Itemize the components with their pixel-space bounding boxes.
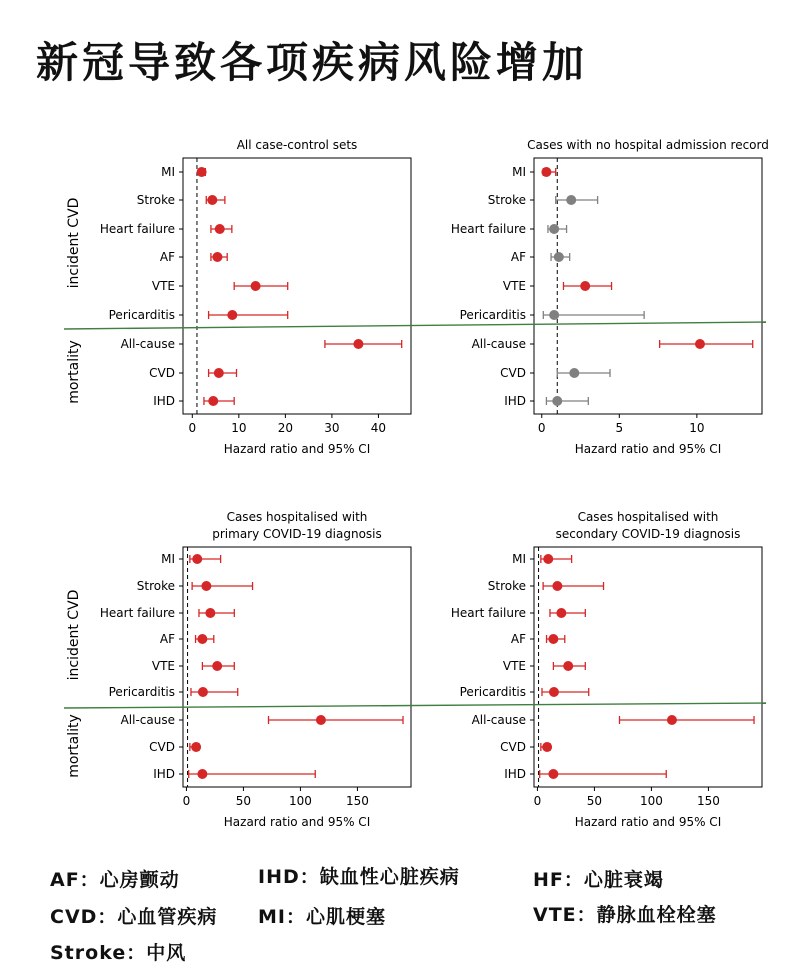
- y-tick-label: AF: [159, 250, 175, 264]
- hazard-ratio-point: [552, 581, 562, 591]
- legend-item-hf: HF：心脏衰竭: [533, 869, 664, 891]
- hazard-ratio-point: [227, 310, 237, 320]
- group-label-incident-cvd-1: incident CVD: [66, 197, 82, 289]
- y-tick-label: All-cause: [120, 337, 175, 351]
- y-tick-label: MI: [161, 165, 175, 179]
- y-tick-label: Stroke: [487, 193, 526, 207]
- plot-title-3-line-1: Cases hospitalised with: [226, 510, 368, 524]
- hazard-ratio-point: [549, 687, 559, 697]
- y-tick-label: VTE: [502, 279, 526, 293]
- hazard-ratio-point: [212, 252, 222, 262]
- x-tick-label: 0: [188, 421, 197, 435]
- legend-item-vte: VTE：静脉血栓栓塞: [533, 904, 717, 926]
- y-tick-label: Pericarditis: [459, 308, 526, 322]
- hazard-ratio-point: [197, 634, 207, 644]
- plot-title-4-line-2: secondary COVID-19 diagnosis: [555, 527, 741, 541]
- legend-item-af: AF：心房颤动: [50, 869, 180, 891]
- hazard-ratio-point: [197, 769, 207, 779]
- hazard-ratio-point: [554, 252, 564, 262]
- hazard-ratio-point: [580, 281, 590, 291]
- legend-item-cvd: CVD：心血管疾病: [50, 906, 218, 928]
- x-tick-label: 5: [615, 421, 624, 435]
- hazard-ratio-point: [563, 661, 573, 671]
- x-tick-label: 30: [324, 421, 340, 435]
- hazard-ratio-point: [566, 195, 576, 205]
- hazard-ratio-point: [198, 687, 208, 697]
- x-tick-label: 40: [370, 421, 387, 435]
- legend-item-mi: MI：心肌梗塞: [258, 906, 386, 928]
- legend-item-ihd: IHD：缺血性心脏疾病: [258, 866, 460, 888]
- hazard-ratio-point: [542, 742, 552, 752]
- y-tick-label: Heart failure: [450, 606, 526, 620]
- group-divider-bottom: [64, 703, 766, 708]
- hazard-ratio-point: [197, 167, 207, 177]
- x-tick-label: 50: [586, 794, 603, 808]
- y-tick-label: Pericarditis: [108, 685, 175, 699]
- x-tick-label: 10: [231, 421, 247, 435]
- y-tick-label: Stroke: [136, 193, 175, 207]
- hazard-ratio-point: [214, 368, 224, 378]
- hazard-ratio-point: [569, 368, 579, 378]
- hazard-ratio-point: [549, 310, 559, 320]
- y-tick-label: AF: [510, 632, 526, 646]
- hazard-ratio-point: [353, 339, 363, 349]
- hazard-ratio-point: [695, 339, 705, 349]
- plot-title-2-line-1: Cases with no hospital admission record: [527, 138, 769, 152]
- x-axis-label: Hazard ratio and 95% CI: [574, 442, 722, 456]
- y-tick-label: CVD: [500, 366, 526, 380]
- group-label-incident-cvd-2: incident CVD: [66, 589, 82, 681]
- y-tick-label: Pericarditis: [459, 685, 526, 699]
- hazard-ratio-point: [205, 608, 215, 618]
- x-tick-label: 100: [639, 794, 663, 808]
- x-axis-label: Hazard ratio and 95% CI: [574, 815, 722, 829]
- y-tick-label: AF: [510, 250, 526, 264]
- y-tick-label: IHD: [504, 767, 526, 781]
- group-label-mortality-2: mortality: [66, 714, 82, 778]
- y-tick-label: Stroke: [487, 579, 526, 593]
- hazard-ratio-point: [207, 195, 217, 205]
- x-axis-label: Hazard ratio and 95% CI: [223, 815, 371, 829]
- x-tick-label: 50: [235, 794, 252, 808]
- x-axis-label: Hazard ratio and 95% CI: [223, 442, 371, 456]
- hazard-ratio-point: [316, 715, 326, 725]
- x-tick-label: 0: [182, 794, 191, 808]
- y-tick-label: AF: [159, 632, 175, 646]
- hazard-ratio-point: [541, 167, 551, 177]
- y-tick-label: CVD: [500, 740, 526, 754]
- y-tick-label: VTE: [502, 659, 526, 673]
- plot-title-3-line-2: primary COVID-19 diagnosis: [212, 527, 382, 541]
- hazard-ratio-point: [201, 581, 211, 591]
- x-tick-label: 0: [537, 421, 546, 435]
- x-tick-label: 100: [288, 794, 312, 808]
- y-tick-label: VTE: [151, 659, 175, 673]
- page-title: 新冠导致各项疾病风险增加: [36, 38, 589, 87]
- plot-title-4-line-1: Cases hospitalised with: [577, 510, 719, 524]
- hazard-ratio-point: [191, 742, 201, 752]
- x-tick-label: 10: [689, 421, 705, 435]
- hazard-ratio-point: [549, 224, 559, 234]
- hazard-ratio-point: [212, 661, 222, 671]
- y-tick-label: CVD: [149, 366, 175, 380]
- hazard-ratio-point: [543, 554, 553, 564]
- y-tick-label: IHD: [153, 394, 175, 408]
- y-tick-label: All-cause: [471, 337, 526, 351]
- hazard-ratio-point: [552, 396, 562, 406]
- hazard-ratio-point: [667, 715, 677, 725]
- y-tick-label: MI: [512, 552, 526, 566]
- y-tick-label: Pericarditis: [108, 308, 175, 322]
- y-tick-label: MI: [512, 165, 526, 179]
- x-tick-label: 0: [533, 794, 542, 808]
- y-tick-label: Heart failure: [99, 222, 175, 236]
- y-tick-label: MI: [161, 552, 175, 566]
- x-tick-label: 150: [345, 794, 369, 808]
- y-tick-label: Heart failure: [99, 606, 175, 620]
- legend-item-stroke: Stroke：中风: [50, 942, 187, 964]
- group-label-mortality-1: mortality: [66, 340, 82, 404]
- group-divider-top: [64, 322, 766, 329]
- hazard-ratio-point: [192, 554, 202, 564]
- hazard-ratio-point: [251, 281, 261, 291]
- hazard-ratio-point: [548, 634, 558, 644]
- hazard-ratio-point: [208, 396, 218, 406]
- y-tick-label: CVD: [149, 740, 175, 754]
- hazard-ratio-point: [215, 224, 225, 234]
- hazard-ratio-point: [548, 769, 558, 779]
- y-tick-label: Stroke: [136, 579, 175, 593]
- hazard-ratio-point: [556, 608, 566, 618]
- y-tick-label: Heart failure: [450, 222, 526, 236]
- y-tick-label: IHD: [153, 767, 175, 781]
- y-tick-label: IHD: [504, 394, 526, 408]
- x-tick-label: 150: [696, 794, 720, 808]
- plot-title-1-line-1: All case-control sets: [236, 138, 358, 152]
- y-tick-label: All-cause: [471, 713, 526, 727]
- y-tick-label: VTE: [151, 279, 175, 293]
- x-tick-label: 20: [277, 421, 294, 435]
- y-tick-label: All-cause: [120, 713, 175, 727]
